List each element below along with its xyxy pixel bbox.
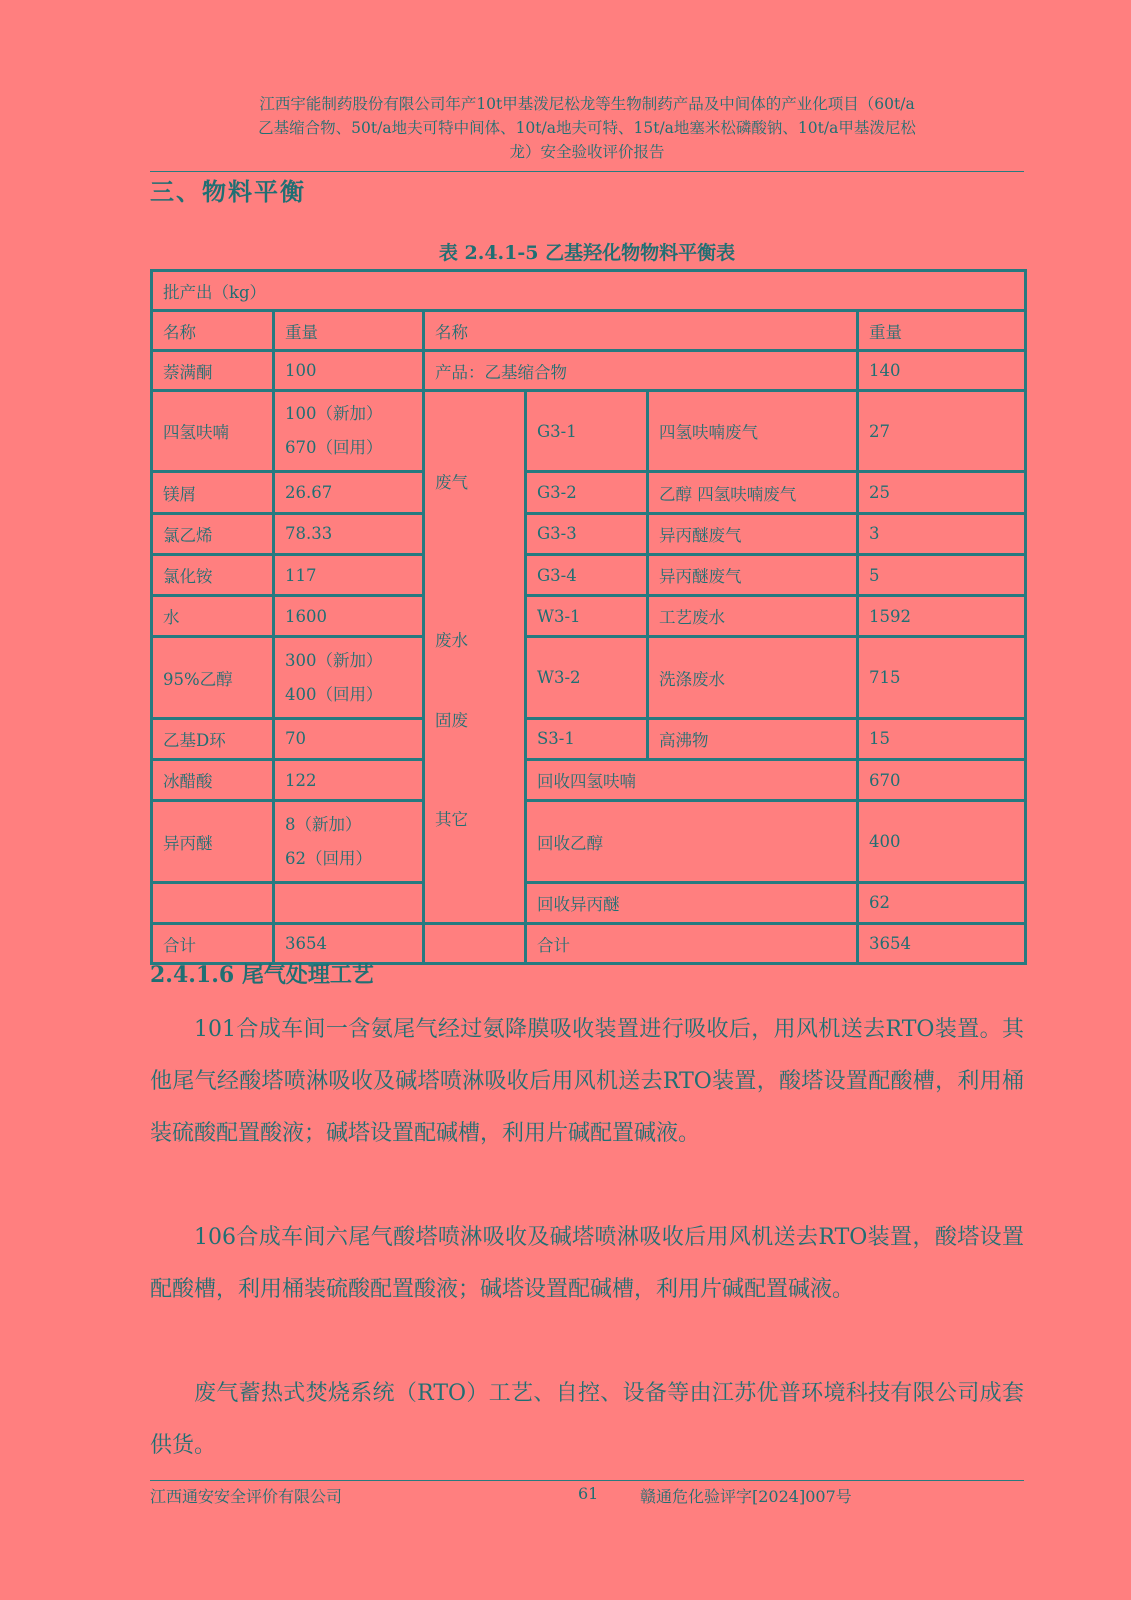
- category-other: 其它: [435, 810, 468, 829]
- output-weight: 27: [858, 391, 1026, 472]
- empty-cell: [274, 882, 424, 923]
- recovered-weight: 400: [858, 801, 1026, 882]
- input-name: 冰醋酸: [152, 760, 274, 801]
- input-weight: 100（新加） 670（回用）: [274, 391, 424, 472]
- total-value-in: 3654: [274, 924, 424, 964]
- paragraph: 废气蓄热式焚烧系统（RTO）工艺、自控、设备等由江苏优普环境科技有限公司成套供货。: [150, 1381, 1024, 1458]
- input-weight: 26.67: [274, 472, 424, 513]
- input-name: 镁屑: [152, 472, 274, 513]
- recovered-weight: 670: [858, 760, 1026, 801]
- page-footer: [150, 1484, 1024, 1508]
- header-line-2: 乙基缩合物、50t/a地夫可特中间体、10t/a地夫可特、15t/a地塞米松磷酸钠、10t/a甲基泼尼松: [258, 119, 916, 137]
- output-weight: 15: [858, 718, 1026, 759]
- output-code: S3-1: [526, 718, 648, 759]
- recovered-name: 回收异丙醚: [526, 882, 858, 923]
- category-waste-water: 废水: [435, 631, 468, 650]
- output-weight: 1592: [858, 596, 1026, 637]
- paragraph: 106合成车间六尾气酸塔喷淋吸收及碱塔喷淋吸收后用风机送去RTO装置，酸塔设置配酸槽，利用桶装硫酸配置酸液；碱塔设置配碱槽，利用片碱配置碱液。: [150, 1225, 1024, 1302]
- output-code: G3-4: [526, 554, 648, 595]
- input-weight: 100: [274, 351, 424, 391]
- input-name: 异丙醚: [152, 801, 274, 882]
- input-weight: 70: [274, 718, 424, 759]
- output-code: W3-2: [526, 637, 648, 718]
- output-desc: 异丙醚废气: [648, 513, 858, 554]
- category-solid-waste: 固废: [435, 711, 468, 730]
- input-weight: 8（新加） 62（回用）: [274, 801, 424, 882]
- head-out-name: 名称: [424, 311, 858, 351]
- head-out-weight: 重量: [858, 311, 1026, 351]
- output-weight: 25: [858, 472, 1026, 513]
- input-weight: 78.33: [274, 513, 424, 554]
- output-desc: 乙醇 四氢呋喃废气: [648, 472, 858, 513]
- output-weight: 5: [858, 554, 1026, 595]
- category-waste-gas: 废气: [435, 473, 468, 492]
- output-code: G3-3: [526, 513, 648, 554]
- footer-rule: [150, 1480, 1024, 1481]
- empty-cell: [424, 924, 526, 964]
- input-weight: 122: [274, 760, 424, 801]
- input-name: 水: [152, 596, 274, 637]
- table-caption: 表 2.4.1-5 乙基羟化物物料平衡表: [438, 242, 736, 264]
- paragraph: 101合成车间一含氨尾气经过氨降膜吸收装置进行吸收后，用风机送去RTO装置。其他尾气经酸塔喷淋吸收及碱塔喷淋吸收后用风机送去RTO装置，酸塔设置配酸槽，利用桶装硫酸配置酸液；碱塔设置配碱槽，利用片碱配置碱液。: [150, 1017, 1024, 1146]
- total-label-out: 合计: [526, 924, 858, 964]
- output-weight: 3: [858, 513, 1026, 554]
- output-code: W3-1: [526, 596, 648, 637]
- head-in-weight: 重量: [274, 311, 424, 351]
- footer-doc-number: 赣通危化验评字[2024]007号: [640, 1487, 852, 1506]
- output-code: G3-2: [526, 472, 648, 513]
- batch-label: 批产出（kg）: [152, 271, 1026, 311]
- header-line-3: 龙）安全验收评价报告: [509, 143, 665, 161]
- input-name: 氯乙烯: [152, 513, 274, 554]
- product-name: 产品：乙基缩合物: [424, 351, 858, 391]
- page-number: 61: [578, 1484, 599, 1503]
- recovered-weight: 62: [858, 882, 1026, 923]
- output-desc: 工艺废水: [648, 596, 858, 637]
- material-balance-table: [150, 269, 1027, 965]
- page-header: [150, 92, 1024, 164]
- footer-company: 江西通安安全评价有限公司: [150, 1487, 343, 1506]
- category-column: [424, 391, 526, 924]
- head-in-name: 名称: [152, 311, 274, 351]
- output-desc: 高沸物: [648, 718, 858, 759]
- section-title: 三、物料平衡: [150, 177, 306, 206]
- input-name: 氯化铵: [152, 554, 274, 595]
- input-name: 四氢呋喃: [152, 391, 274, 472]
- input-name: 萘满酮: [152, 351, 274, 391]
- recovered-name: 回收四氢呋喃: [526, 760, 858, 801]
- output-desc: 洗涤废水: [648, 637, 858, 718]
- header-line-1: 江西宇能制药股份有限公司年产10t甲基泼尼松龙等生物制药产品及中间体的产业化项目（60t/a: [259, 95, 915, 113]
- input-weight: 1600: [274, 596, 424, 637]
- input-name: 乙基D环: [152, 718, 274, 759]
- total-label-in: 合计: [152, 924, 274, 964]
- output-desc: 异丙醚废气: [648, 554, 858, 595]
- output-weight: 715: [858, 637, 1026, 718]
- empty-cell: [152, 882, 274, 923]
- input-name: 95%乙醇: [152, 637, 274, 718]
- product-weight: 140: [858, 351, 1026, 391]
- input-weight: 300（新加） 400（回用）: [274, 637, 424, 718]
- input-weight: 117: [274, 554, 424, 595]
- subheading: 2.4.1.6 尾气处理工艺: [150, 962, 374, 988]
- recovered-name: 回收乙醇: [526, 801, 858, 882]
- output-code: G3-1: [526, 391, 648, 472]
- output-desc: 四氢呋喃废气: [648, 391, 858, 472]
- total-value-out: 3654: [858, 924, 1026, 964]
